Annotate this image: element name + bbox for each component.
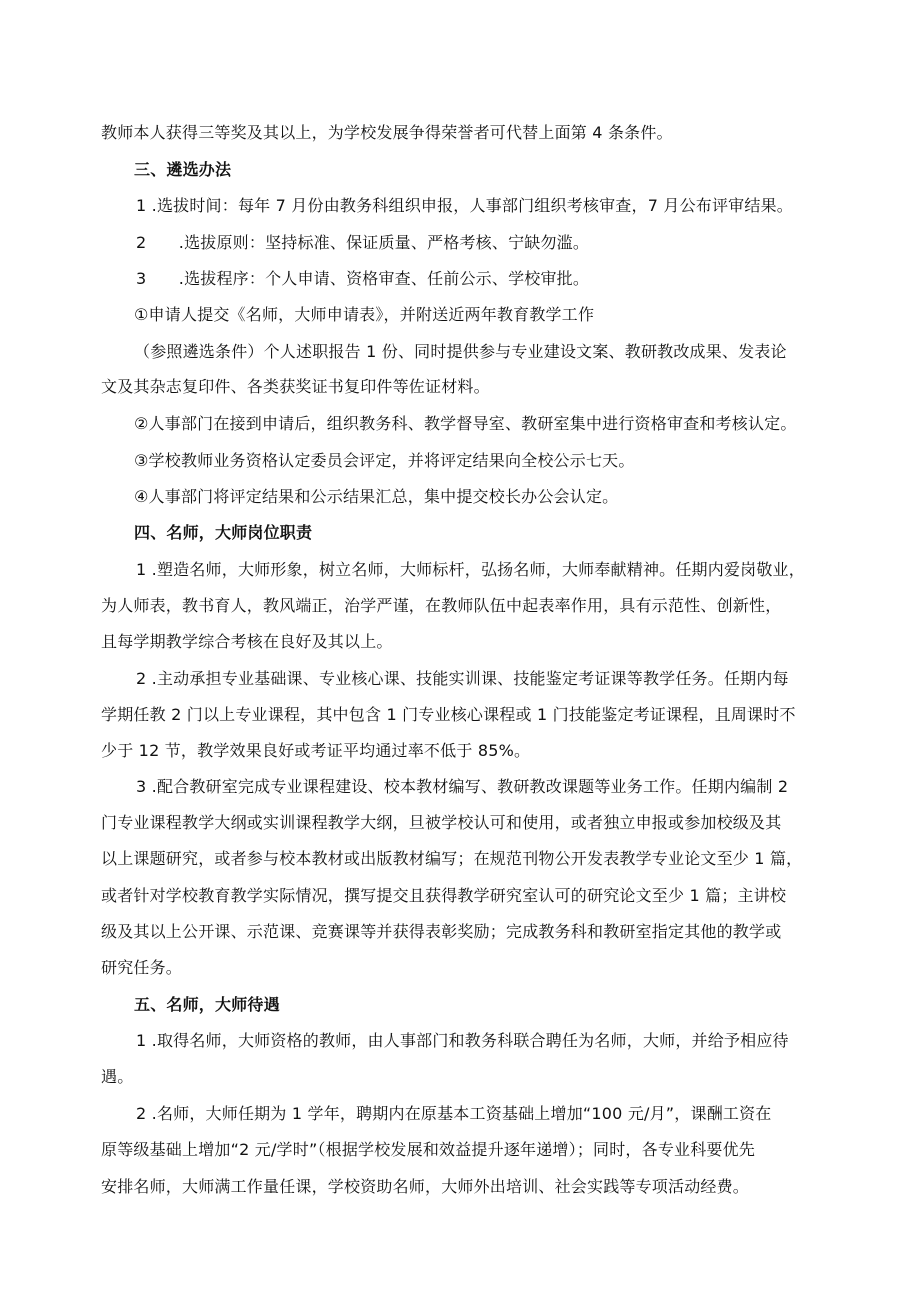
body-line: 1 .取得名师，大师资格的教师，由人事部门和教务科联合聘任为名师，大师，并给予相应待 — [136, 1031, 789, 1050]
body-line: 2 .选拔原则：坚持标准、保证质量、严格考核、宁缺勿滥。 — [136, 233, 590, 252]
body-line: ③学校教师业务资格认定委员会评定，并将评定结果向全校公示七天。 — [134, 451, 635, 470]
body-line: 级及其以上公开课、示范课、竞赛课等并获得表彰奖励；完成教务科和教研室指定其他的教学或 — [101, 922, 782, 941]
body-line: ④人事部门将评定结果和公示结果汇总，集中提交校长办公会认定。 — [134, 487, 619, 506]
body-line: 或者针对学校教育教学实际情况，撰写提交且获得教学研究室认可的研究论文至少 1 篇；主讲校 — [101, 886, 787, 905]
body-line: 教师本人获得三等奖及其以上，为学校发展争得荣誉者可代替上面第 4 条条件。 — [101, 123, 673, 142]
body-line: 遇。 — [101, 1067, 134, 1086]
body-line: 1 .塑造名师，大师形象，树立名师，大师标杆，弘扬名师，大师奉献精神。任期内爱岗敬业， — [136, 560, 805, 579]
body-line: 2 .主动承担专业基础课、专业核心课、技能实训课、技能鉴定考证课等教学任务。任期内每 — [136, 669, 789, 688]
body-line: 安排名师，大师满工作量任课，学校资助名师，大师外出培训、社会实践等专项活动经费。 — [101, 1177, 750, 1196]
body-line: 且每学期教学综合考核在良好及其以上。 — [101, 632, 393, 651]
body-line: 文及其杂志复印件、各类获奖证书复印件等佐证材料。 — [101, 377, 490, 396]
body-line: 学期任教 2 门以上专业课程，其中包含 1 门专业核心课程或 1 门技能鉴定考证课程，且周课时不 — [101, 705, 796, 724]
section-heading: 五、名师，大师待遇 — [134, 995, 280, 1014]
body-line: 2 .名师，大师任期为 1 学年，聘期内在原基本工资基础上增加“100 元/月”，课酬工资在 — [136, 1104, 772, 1123]
body-line: 原等级基础上增加“2 元/学时”（根据学校发展和效益提升逐年递增）；同时，各专业科要优先 — [101, 1140, 756, 1159]
body-line: 1 .选拔时间：每年 7 月份由教务科组织申报，人事部门组织考核审查，7 月公布评审结果。 — [136, 196, 793, 215]
body-line: 以上课题研究，或者参与校本教材或出版教材编写；在规范刊物公开发表教学专业论文至少 1 篇， — [101, 849, 803, 868]
body-line: 研究任务。 — [101, 958, 183, 977]
body-line: 为人师表，教书育人，教风端正，治学严谨，在教师队伍中起表率作用，具有示范性、创新性， — [101, 596, 782, 615]
body-line: 少于 12 节，教学效果良好或考证平均通过率不低于 85%。 — [101, 741, 531, 760]
section-heading: 三、遴选办法 — [134, 160, 232, 179]
body-line: ②人事部门在接到申请后，组织教务科、教学督导室、教研室集中进行资格审查和考核认定。 — [134, 414, 797, 433]
body-line: ①申请人提交《名师，大师申请表》，并附送近两年教育教学工作 — [134, 305, 595, 324]
body-line: 3 .选拔程序：个人申请、资格审查、任前公示、学校审批。 — [136, 269, 590, 288]
body-line: （参照遴选条件）个人述职报告 1 份、同时提供参与专业建设文案、教研教改成果、发表论 — [134, 342, 787, 361]
section-heading: 四、名师，大师岗位职责 — [134, 523, 313, 542]
body-line: 3 .配合教研室完成专业课程建设、校本教材编写、教研教改课题等业务工作。任期内编制 2 — [136, 777, 789, 796]
body-line: 门专业课程教学大纲或实训课程教学大纲，旦被学校认可和使用，或者独立申报或参加校级及其 — [101, 813, 782, 832]
